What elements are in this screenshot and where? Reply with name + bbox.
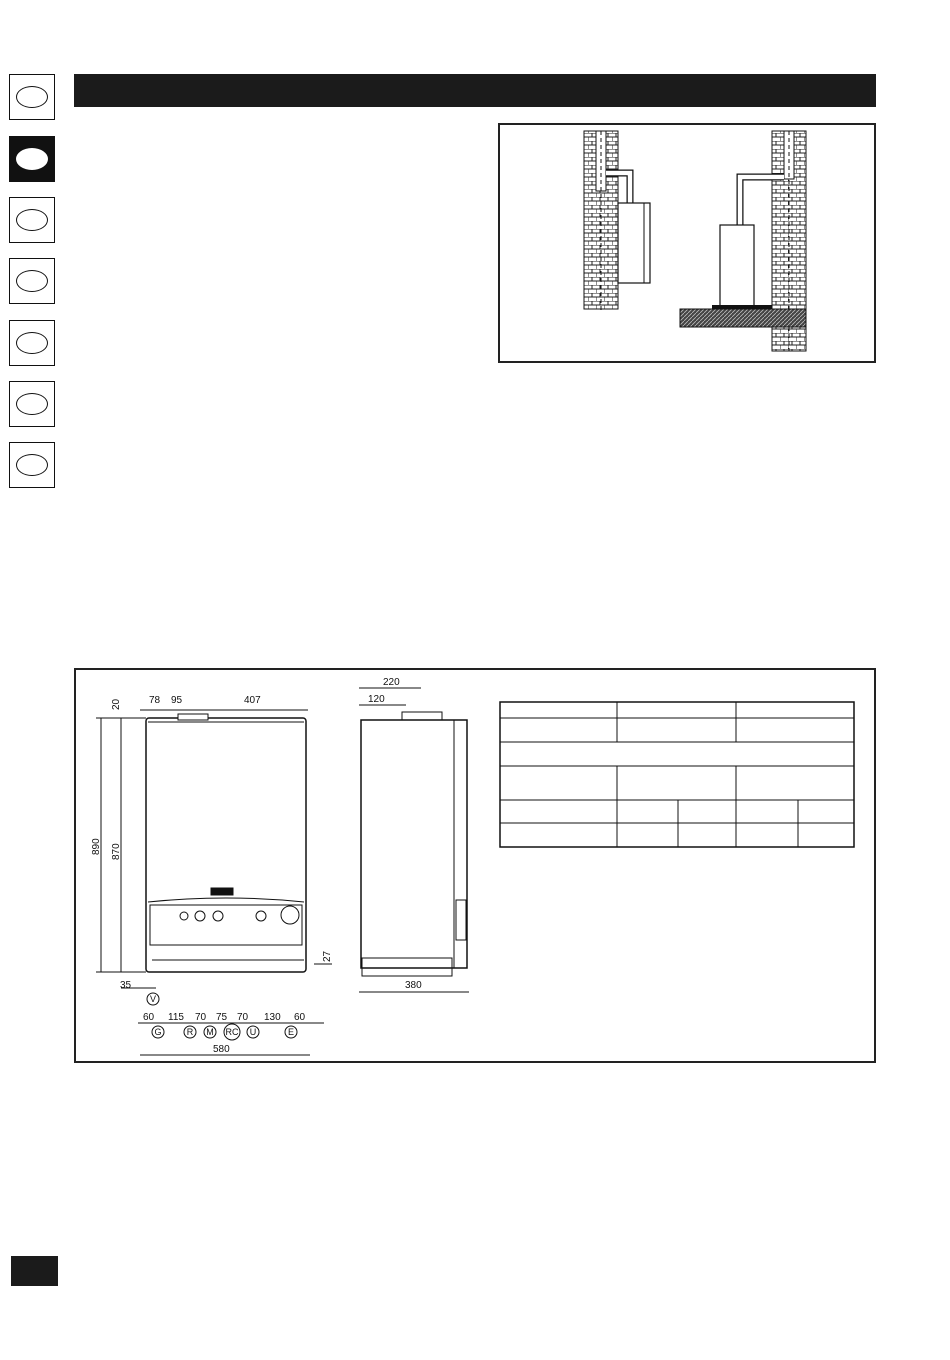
language-tab-5[interactable] bbox=[9, 320, 55, 366]
connection-rc-label: RC bbox=[225, 1027, 239, 1037]
language-tab-3[interactable] bbox=[9, 197, 55, 243]
oval-icon bbox=[16, 86, 48, 108]
dim-height-890: 890 bbox=[91, 838, 102, 855]
dimension-drawing bbox=[76, 670, 874, 1061]
connection-e-label: E bbox=[287, 1027, 295, 1037]
connection-r-label: R bbox=[186, 1027, 194, 1037]
dim-bottom-130: 130 bbox=[264, 1012, 281, 1023]
dim-top-407: 407 bbox=[244, 695, 261, 706]
page-number-block bbox=[11, 1256, 58, 1286]
dim-bottom-70a: 70 bbox=[195, 1012, 207, 1023]
language-tab-6[interactable] bbox=[9, 381, 55, 427]
boiler-installation-illustration bbox=[500, 125, 874, 361]
section-header-bar bbox=[74, 74, 876, 107]
dim-bottom-60a: 60 bbox=[143, 1012, 155, 1023]
connection-u-label: U bbox=[249, 1027, 257, 1037]
dim-top-95: 95 bbox=[171, 695, 183, 706]
dim-right-27: 27 bbox=[322, 950, 333, 962]
dim-side-120: 120 bbox=[368, 694, 385, 705]
connection-v-label: V bbox=[149, 994, 157, 1004]
dim-bottom-60b: 60 bbox=[294, 1012, 306, 1023]
dim-width-580: 580 bbox=[213, 1044, 230, 1055]
installation-figure bbox=[498, 123, 876, 363]
dim-top-20: 20 bbox=[111, 698, 122, 710]
connection-m-label: M bbox=[206, 1027, 214, 1037]
oval-icon bbox=[16, 332, 48, 354]
language-tab-7[interactable] bbox=[9, 442, 55, 488]
oval-icon bbox=[16, 148, 48, 170]
dim-left-35: 35 bbox=[120, 980, 132, 991]
language-tab-2[interactable] bbox=[9, 136, 55, 182]
dim-height-870: 870 bbox=[111, 843, 122, 860]
language-tab-1[interactable] bbox=[9, 74, 55, 120]
dim-bottom-115: 115 bbox=[168, 1012, 184, 1023]
connection-g-label: G bbox=[154, 1027, 162, 1037]
language-tab-4[interactable] bbox=[9, 258, 55, 304]
dim-bottom-75: 75 bbox=[216, 1012, 228, 1023]
oval-icon bbox=[16, 454, 48, 476]
dim-side-220: 220 bbox=[383, 677, 400, 688]
oval-icon bbox=[16, 270, 48, 292]
oval-icon bbox=[16, 209, 48, 231]
dimensions-figure bbox=[74, 668, 876, 1063]
dim-bottom-70b: 70 bbox=[237, 1012, 249, 1023]
dim-top-78: 78 bbox=[149, 695, 161, 706]
dim-side-380: 380 bbox=[405, 980, 422, 991]
oval-icon bbox=[16, 393, 48, 415]
